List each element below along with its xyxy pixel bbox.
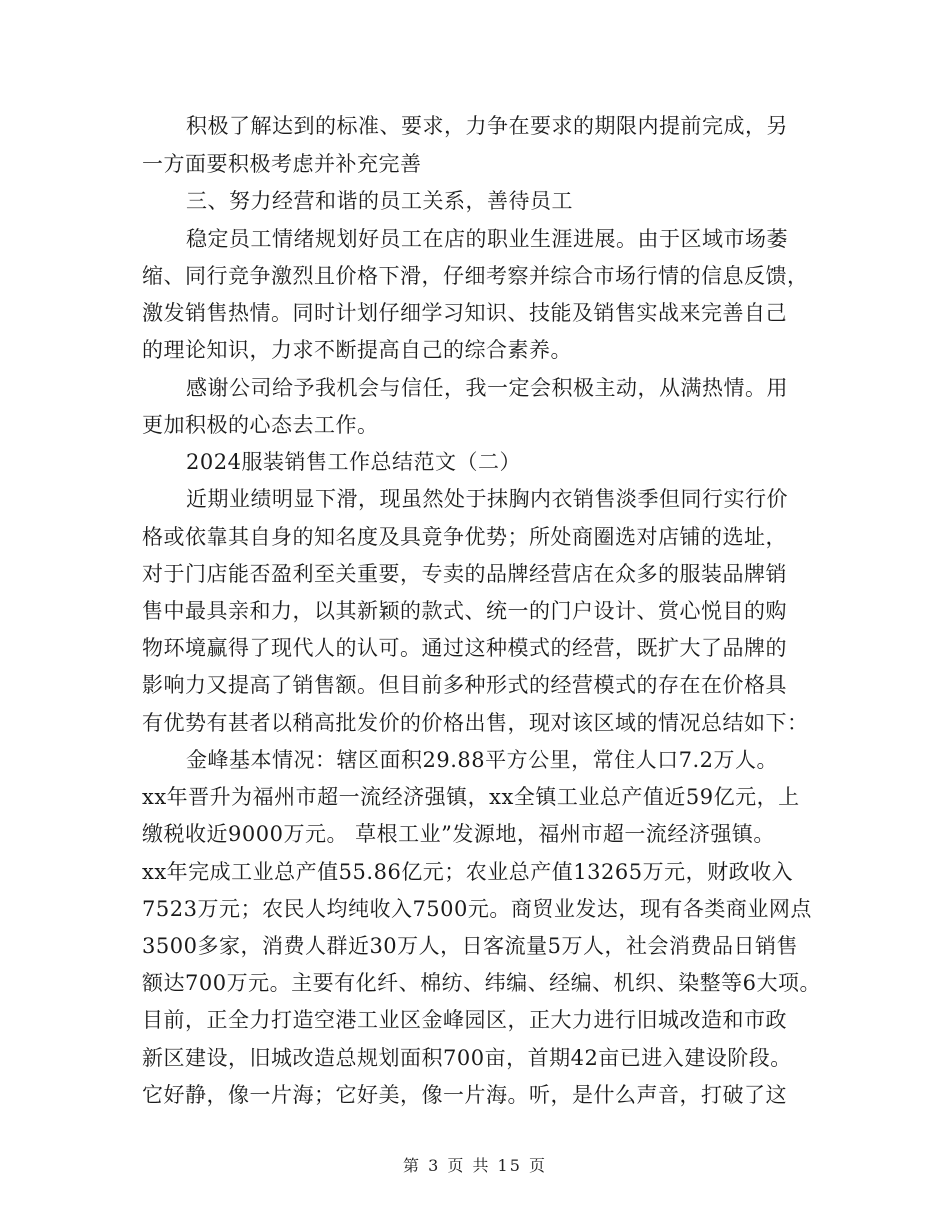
- body-line: 激发销售热情。同时计划仔细学习知识、技能及销售实战来完善自己: [142, 301, 787, 325]
- body-line: 一方面要积极考虑并补充完善: [142, 152, 422, 176]
- body-line: 3500多家，消费人群近30万人，日客流量5万人，社会消费品日销售: [142, 934, 799, 958]
- body-line: 格或依靠其自身的知名度及具竟争优势；所处商圈选对店铺的选址，: [142, 525, 787, 549]
- body-line: 金峰基本情况：辖区面积29.88平方公里，常住人口7.2万人。: [186, 748, 779, 772]
- body-line: 售中最具亲和力，以其新颖的款式、统一的门户设计、赏心悦目的购: [142, 599, 787, 623]
- body-line: 影响力又提高了销售额。但目前多种形式的经营模式的存在在价格具: [142, 673, 787, 697]
- body-line: 稳定员工情绪规划好员工在店的职业生涯进展。由于区域市场萎: [186, 227, 788, 251]
- body-line: xx年晋升为福州市超一流经济强镇，xx全镇工业总产值近59亿元，上: [142, 785, 800, 809]
- body-line: 近期业绩明显下滑，现虽然处于抹胸内衣销售淡季但同行实行价: [186, 487, 788, 511]
- body-line: 积极了解达到的标准、要求，力争在要求的期限内提前完成，另: [186, 114, 788, 138]
- body-line: 有优势有甚者以稍高批发价的价格出售，现对该区域的情况总结如下：: [142, 711, 809, 735]
- body-line: 缩、同行竞争激烈且价格下滑，仔细考察并综合市场行情的信息反馈，: [142, 264, 809, 288]
- body-line: 更加积极的心态去工作。: [142, 413, 379, 437]
- body-line: 物环境赢得了现代人的认可。通过这种模式的经营，既扩大了品牌的: [142, 636, 787, 660]
- section-heading: 三、努力经营和谐的员工关系，善待员工: [186, 189, 573, 213]
- body-line: xx年完成工业总产值55.86亿元；农业总产值13265万元，财政收入: [142, 860, 794, 884]
- body-line: 感谢公司给予我机会与信任，我一定会积极主动，从满热情。用: [186, 376, 788, 400]
- body-line: 它好静，像一片海；它好美，像一片海。听，是什么声音，打破了这: [142, 1083, 787, 1107]
- body-line: 缴税收近9000万元。 草根工业”发源地，福州市超一流经济强镇。: [142, 822, 775, 846]
- body-line: 新区建设，旧城改造总规划面积700亩，首期42亩已进入建设阶段。: [142, 1046, 792, 1070]
- body-line: 7523万元；农民人均纯收入7500元。商贸业发达，现有各类商业网点: [142, 897, 812, 921]
- body-line: 目前，正全力打造空港工业区金峰园区，正大力进行旧城改造和市政: [142, 1008, 787, 1032]
- body-line: 对于门店能否盈利至关重要，专卖的品牌经营店在众多的服装品牌销: [142, 562, 787, 586]
- body-line: 额达700万元。主要有化纤、棉纺、纬编、经编、机织、染整等6大项。: [142, 971, 821, 995]
- page-number-footer: 第 3 页 共 15 页: [403, 1156, 547, 1175]
- body-line: 的理论知识，力求不断提高自己的综合素养。: [142, 338, 572, 362]
- article-title: 2024服装销售工作总结范文（二）: [186, 450, 521, 474]
